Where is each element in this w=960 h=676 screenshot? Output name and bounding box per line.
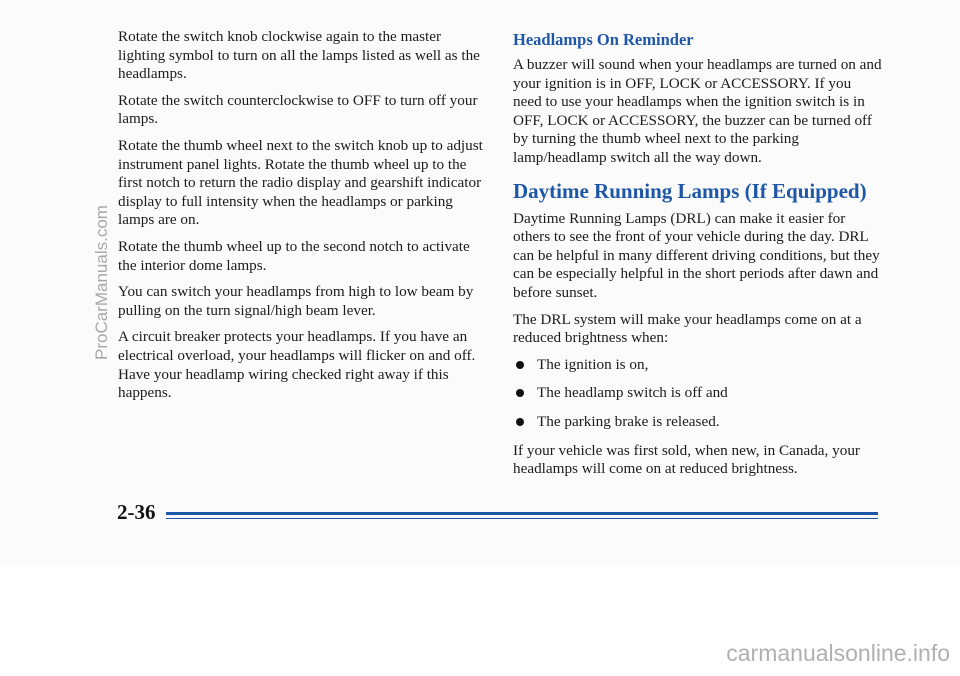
reminder-text: A buzzer will sound when your headlamps are turned on and your ignition is in OFF, LOCK or ACCESSORY. If you need to use your headlamps when the ignition switch is in OFF, LOCK or ACCESSORY, the buzzer can be turned off by turning the thumb wheel next to the parking lamp/headlamp switch all the way down. xyxy=(513,56,882,166)
list-item-text: The parking brake is released. xyxy=(537,412,720,430)
canada-note: If your vehicle was first sold, when new, in Canada, your headlamps will come on at reduced brightness. xyxy=(513,441,860,478)
footer-rule-thin xyxy=(166,518,878,519)
list-item xyxy=(513,384,883,403)
drl-conditions-lead: The DRL system will make your headlamps come on at a reduced brightness when: xyxy=(513,310,862,347)
footer-rule-thick xyxy=(166,512,878,515)
drl-section-title: Daytime Running Lamps (If Equipped) xyxy=(513,178,867,203)
list-item xyxy=(513,413,883,432)
bullet-icon xyxy=(516,389,524,397)
bullet-icon xyxy=(516,418,524,426)
paragraph-master-lighting: Rotate the switch knob clockwise again to the master lighting symbol to turn on all the lamps listed as well as the headlamps. xyxy=(118,28,480,83)
list-item-text: The headlamp switch is off and xyxy=(537,384,728,402)
list-item-text: The ignition is on, xyxy=(537,355,649,373)
side-watermark: ProCarManuals.com xyxy=(92,205,111,360)
paragraph-high-low-beam: You can switch your headlamps from high to low beam by pulling on the turn signal/high beam lever. xyxy=(118,283,474,319)
bottom-watermark: carmanualsonline.info xyxy=(726,640,950,666)
paragraph-circuit-breaker: A circuit breaker protects your headlamps. If you have an electrical overload, your headlamps will flicker on and off. Have your headlamp wiring checked right away if this happens. xyxy=(118,328,476,402)
left-column xyxy=(118,28,488,411)
paragraph-turn-off: Rotate the switch counterclockwise to OFF to turn off your lamps. xyxy=(118,91,478,128)
paragraph-dome-lamps: Rotate the thumb wheel up to the second notch to activate the interior dome lamps. xyxy=(118,237,470,274)
drl-conditions-list xyxy=(513,356,883,432)
drl-intro: Daytime Running Lamps (DRL) can make it easier for others to see the front of your vehicle during the day. DRL can be helpful in many different driving conditions, but they can be especially helpful in the short periods after dawn and before sunset. xyxy=(513,209,880,301)
paragraph-thumb-wheel: Rotate the thumb wheel next to the switch knob up to adjust instrument panel lights. Rotate the thumb wheel up to the first notch to return the radio display and gearshift indicator display to full intensity when the headlamps or parking lamps are on. xyxy=(118,136,483,229)
bullet-icon xyxy=(516,361,524,369)
right-column xyxy=(513,28,883,487)
reminder-heading: Headlamps On Reminder xyxy=(513,30,694,49)
list-item xyxy=(513,356,883,375)
page-number: 2-36 xyxy=(117,500,156,524)
